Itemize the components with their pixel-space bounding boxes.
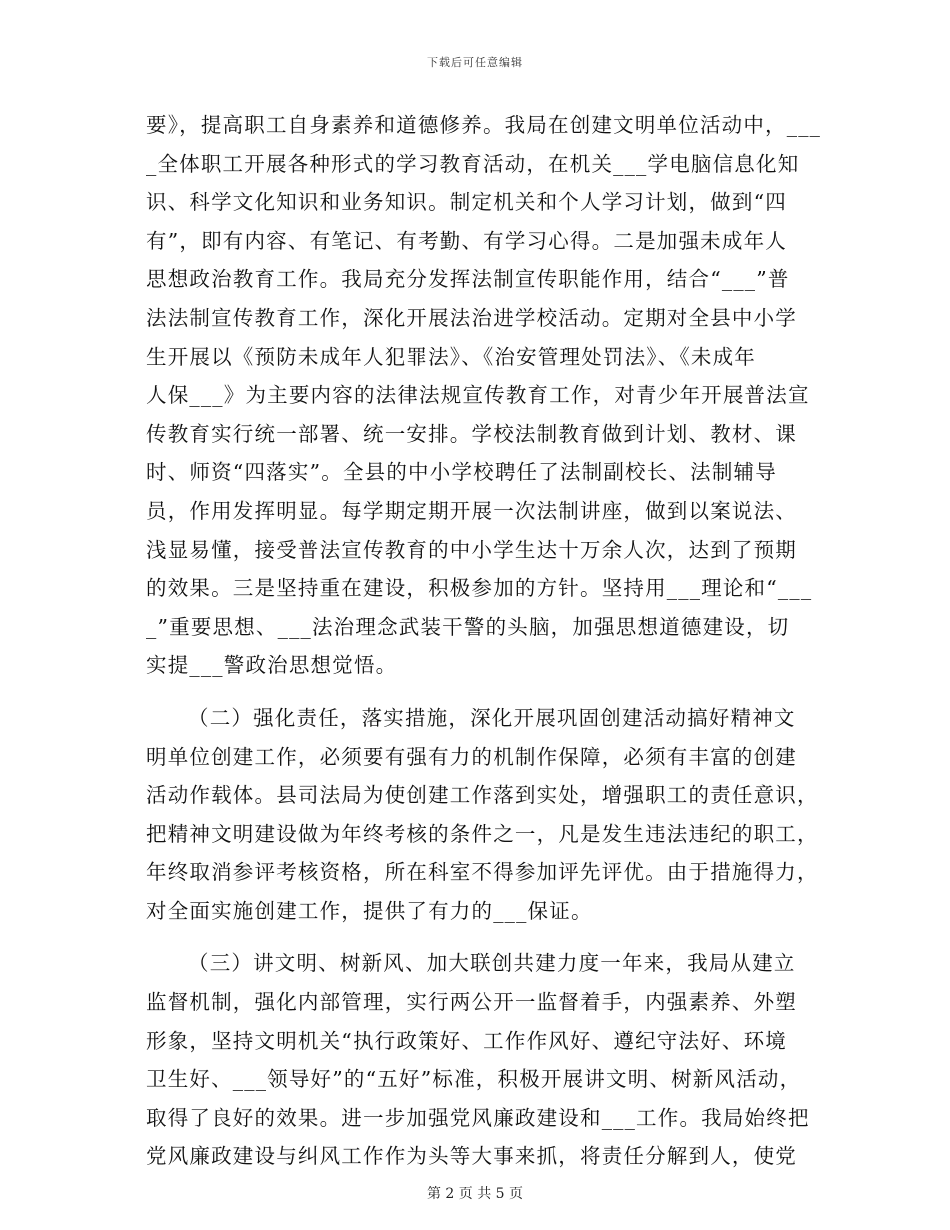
header-note: 下载后可任意编辑: [427, 56, 523, 69]
text-line: 卫生好、___领导好”的“五好”标准，积极开展讲文明、树新风活动，: [146, 1067, 802, 1092]
text-line: 对全面实施创建工作，提供了有力的___保证。: [146, 898, 593, 923]
text-line: 取得了良好的效果。进一步加强党风廉政建设和___工作。我局始终把: [146, 1105, 810, 1130]
text-line: 形象，坚持文明机关“执行政策好、工作作风好、遵纪守法好、环境: [146, 1028, 787, 1053]
text-line: 实提___警政治思想觉悟。: [146, 653, 398, 678]
text-line: 明单位创建工作，必须要有强有力的机制作保障，必须有丰富的创建: [146, 744, 797, 769]
text-line: 识、科学文化知识和业务知识。制定机关和个人学习计划，做到“四: [146, 190, 787, 215]
text-line: 的效果。三是坚持重在建设，积极参加的方针。坚持用___理论和“___: [146, 576, 813, 601]
paragraph-3: [146, 944, 814, 1176]
paragraph-1: [146, 106, 822, 685]
text-line: 法法制宣传教育工作，深化开展法治进学校活动。定期对全县中小学: [146, 305, 797, 330]
page-number: 第 2 页 共 5 页: [426, 1186, 524, 1202]
text-line: 思想政治教育工作。我局充分发挥法制宣传职能作用，结合“___”普: [146, 267, 790, 292]
text-line: _全体职工开展各种形式的学习教育活动，在机关___学电脑信息化知: [146, 151, 800, 176]
text-line: （二）强化责任，落实措施，深化开展巩固创建活动搞好精神文: [188, 705, 796, 730]
paragraph-gap: [146, 930, 814, 944]
text-line: 年终取消参评考核资格，所在科室不得参加评先评优。由于措施得力，: [146, 860, 819, 885]
document-body: [146, 106, 822, 1176]
text-line: _”重要思想、___法治理念武装干警的头脑，加强思想道德建设，切: [146, 614, 790, 639]
text-line: 党风廉政建设与纠风工作作为头等大事来抓，将责任分解到人，使党: [146, 1144, 797, 1169]
paragraph-2: [146, 699, 819, 931]
text-line: 把精神文明建设做为年终考核的条件之一，凡是发生违法违纪的职工，: [146, 821, 819, 846]
text-line: 人保___》为主要内容的法律法规宣传教育工作，对青少年开展普法宣: [146, 383, 810, 408]
text-line: 生开展以《预防未成年人犯罪法》、《治安管理处罚法》、《未成年: [146, 344, 756, 369]
text-line: 监督机制，强化内部管理，实行两公开一监督着手，内强素养、外塑: [146, 990, 797, 1015]
text-line: 员，作用发挥明显。每学期定期开展一次法制讲座，做到以案说法、: [146, 498, 797, 523]
text-line: 要》，提高职工自身素养和道德修养。我局在创建文明单位活动中，___: [146, 113, 822, 137]
paragraph-gap: [146, 685, 814, 699]
text-line: （三）讲文明、树新风、加大联创共建力度一年来，我局从建立: [188, 951, 796, 976]
text-line: 活动作载体。县司法局为使创建工作落到实处，增强职工的责任意识，: [146, 783, 819, 808]
text-line: 传教育实行统一部署、统一安排。学校法制教育做到计划、教材、课: [146, 421, 797, 446]
text-line: 浅显易懂，接受普法宣传教育的中小学生达十万余人次，达到了预期: [146, 537, 797, 562]
text-line: 有”，即有内容、有笔记、有考勤、有学习心得。二是加强未成年人: [146, 228, 787, 253]
text-line: 时、师资“四落实”。全县的中小学校聘任了法制副校长、法制辅导: [146, 460, 777, 485]
